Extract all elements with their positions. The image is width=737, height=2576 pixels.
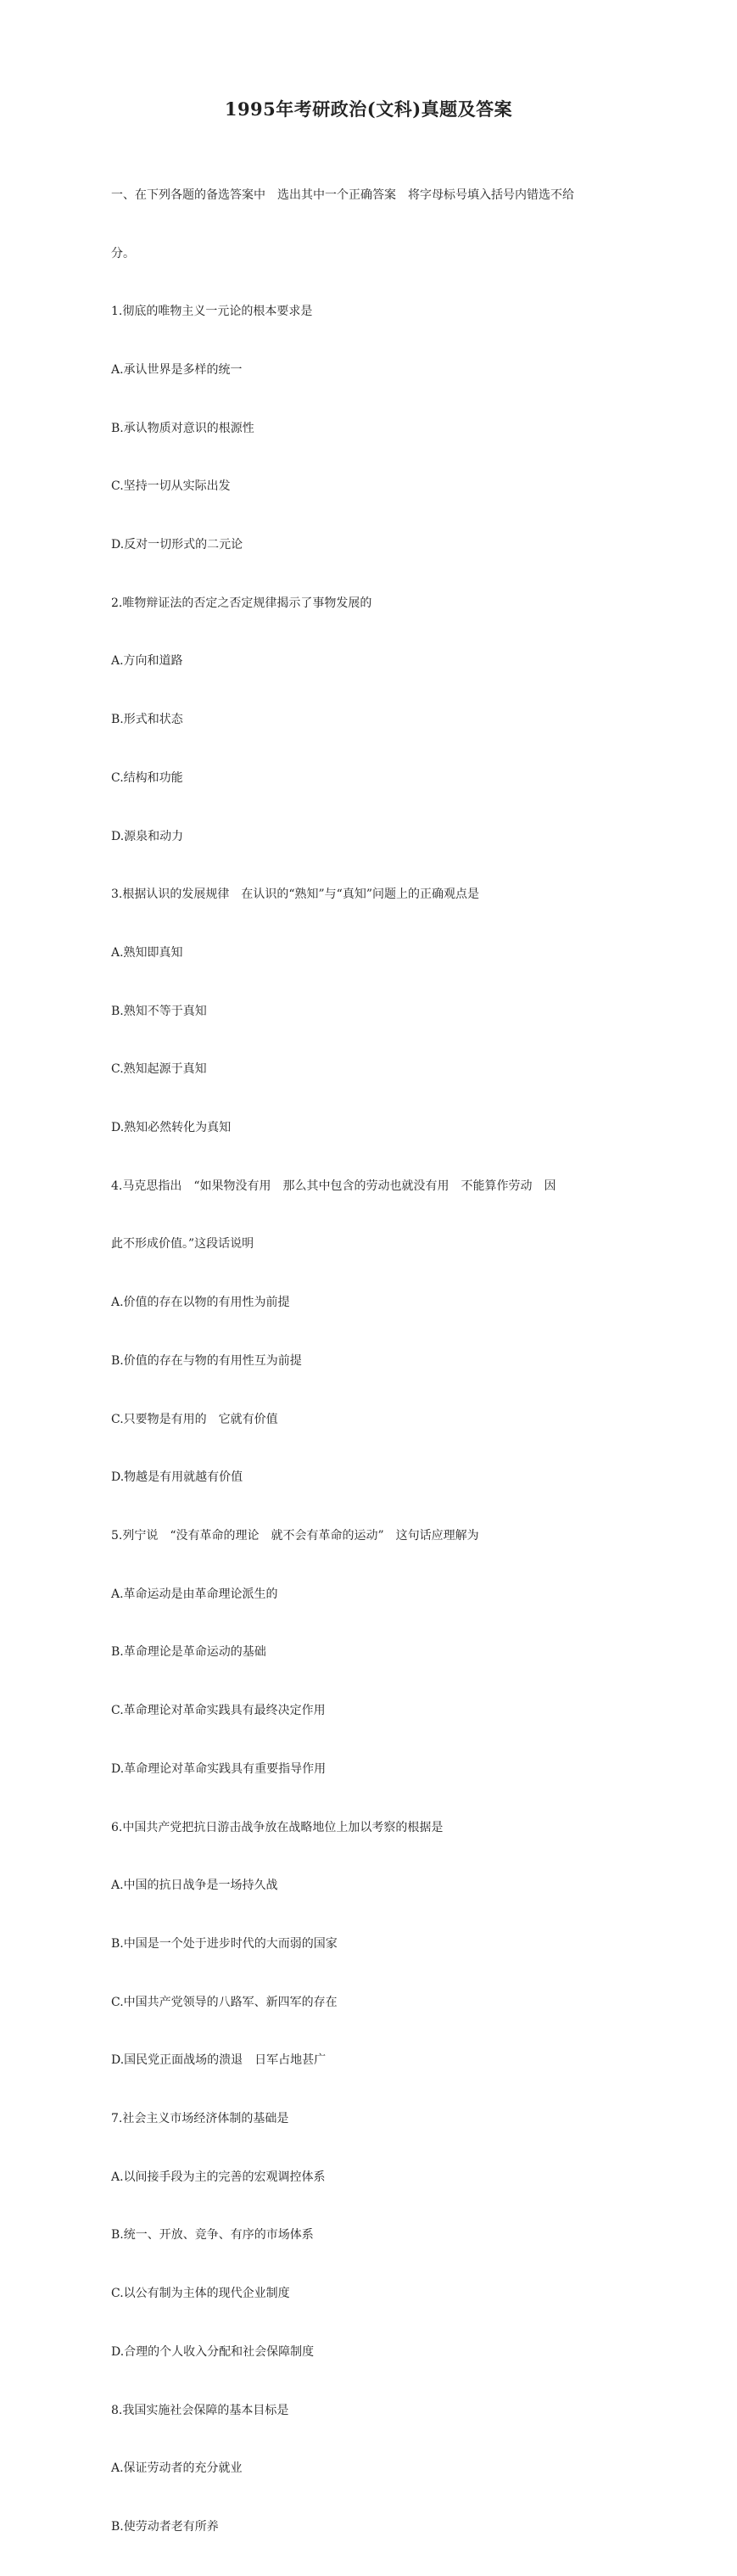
document-body: [111, 147, 637, 2576]
option-a: A.方向和道路: [111, 654, 183, 669]
option-c: C.革命理论对革命实践具有最终决定作用: [111, 1704, 326, 1718]
option-c: C.坚持一切从实际出发: [111, 479, 231, 494]
option-a: A.革命运动是由革命理论派生的: [111, 1587, 278, 1601]
option-d: D.革命理论对革命实践具有重要指导作用: [111, 1761, 327, 1776]
option-c: C.以公有制为主体的现代企业制度: [111, 2287, 290, 2301]
page-title: 1995年考研政治(文科)真题及答案: [224, 98, 513, 120]
option-b: B.承认物质对意识的根源性: [111, 421, 254, 435]
option-d: D.合理的个人收入分配和社会保障制度: [111, 2344, 315, 2359]
option-c: C.结构和功能: [111, 770, 183, 785]
option-d: D.源泉和动力: [111, 829, 184, 843]
text-line: 分。: [111, 246, 135, 260]
question-6: 6.中国共产党把抗日游击战争放在战略地位上加以考察的根据是: [111, 1820, 444, 1834]
option-c: C.熟知起源于真知: [111, 1062, 207, 1077]
question-2: 2.唯物辩证法的否定之否定规律揭示了事物发展的: [111, 596, 372, 610]
option-d: D.物越是有用就越有价值: [111, 1470, 243, 1485]
option-a: A.保证劳动者的充分就业: [111, 2461, 243, 2476]
option-b: B.使劳动者老有所养: [111, 2519, 219, 2534]
option-d: D.熟知必然转化为真知: [111, 1121, 232, 1135]
option-a: A.中国的抗日战争是一场持久战: [111, 1879, 278, 1893]
question-4-continued: 此不形成价值。”这段话说明: [111, 1237, 254, 1252]
option-a: A.承认世界是多样的统一: [111, 362, 243, 377]
option-c: C.只要物是有用的 它就有价值: [111, 1412, 278, 1426]
option-b: B.形式和状态: [111, 713, 183, 727]
question-7: 7.社会主义市场经济体制的基础是: [111, 2112, 289, 2126]
option-a: A.价值的存在以物的有用性为前提: [111, 1296, 290, 1310]
text-line: 一、在下列各题的备选答案中 选出其中一个正确答案 将字母标号填入括号内错选不给: [111, 188, 574, 202]
option-b: B.价值的存在与物的有用性互为前提: [111, 1353, 302, 1368]
option-a: A.以间接手段为主的完善的宏观调控体系: [111, 2170, 326, 2184]
option-d: D.国民党正面战场的溃退 日军占地甚广: [111, 2053, 327, 2068]
option-b: B.革命理论是革命运动的基础: [111, 1645, 266, 1660]
option-d: D.反对一切形式的二元论: [111, 538, 243, 552]
question-3: 3.根据认识的发展规律 在认识的“熟知”与“真知”问题上的正确观点是: [111, 888, 479, 902]
option-c: C.中国共产党领导的八路军、新四军的存在: [111, 1995, 338, 2009]
option-b: B.中国是一个处于进步时代的大而弱的国家: [111, 1936, 338, 1951]
question-4: 4.马克思指出 “如果物没有用 那么其中包含的劳动也就没有用 不能算作劳动 因: [111, 1179, 556, 1193]
option-b: B.统一、开放、竞争、有序的市场体系: [111, 2228, 314, 2243]
option-a: A.熟知即真知: [111, 945, 183, 960]
question-8: 8.我国实施社会保障的基本目标是: [111, 2403, 289, 2417]
question-5: 5.列宁说 “没有革命的理论 就不会有革命的运动” 这句话应理解为: [111, 1528, 479, 1543]
option-b: B.熟知不等于真知: [111, 1004, 207, 1018]
question-1: 1.彻底的唯物主义一元论的根本要求是: [111, 305, 313, 319]
